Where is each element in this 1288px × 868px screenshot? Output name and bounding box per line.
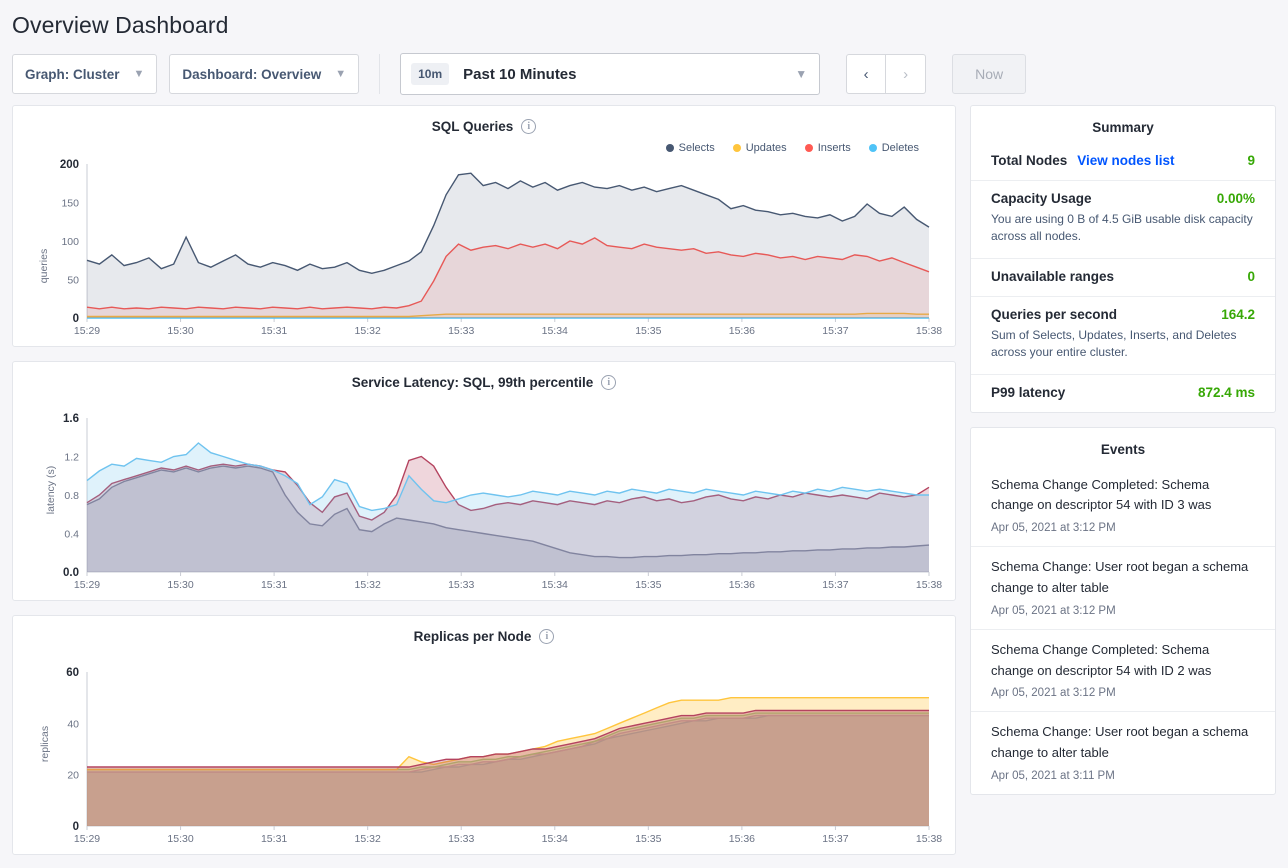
legend-swatch-icon (869, 144, 877, 152)
svg-text:0: 0 (72, 313, 79, 325)
summary-title: Summary (1092, 120, 1154, 135)
legend-item-inserts[interactable] (805, 142, 851, 154)
summary-description: You are using 0 B of 4.5 GiB usable disk capacity across all nodes. (991, 212, 1253, 244)
svg-text:15:34: 15:34 (541, 833, 568, 845)
replicas-per-node-plot[interactable] (21, 666, 951, 848)
legend-item-deletes[interactable] (869, 142, 919, 154)
legend-swatch-icon (733, 144, 741, 152)
svg-text:20: 20 (67, 769, 79, 782)
svg-text:15:37: 15:37 (822, 325, 849, 337)
svg-text:40: 40 (67, 718, 79, 731)
summary-description: Sum of Selects, Updates, Inserts, and Deletes across your entire cluster. (991, 327, 1237, 360)
svg-text:15:30: 15:30 (167, 833, 194, 845)
svg-text:15:31: 15:31 (260, 325, 288, 337)
sql-queries-plot-wrap (13, 154, 955, 346)
event-timestamp: Apr 05, 2021 at 3:12 PM (991, 687, 1116, 700)
svg-text:150: 150 (61, 197, 79, 210)
svg-text:15:32: 15:32 (354, 325, 381, 337)
summary-value: 0.00% (1216, 191, 1255, 206)
svg-text:15:38: 15:38 (915, 325, 943, 337)
svg-text:0.4: 0.4 (64, 528, 79, 541)
legend-label: Selects (678, 142, 715, 154)
event-text: Schema Change Completed: Schema change on descriptor 54 with ID 2 was (991, 641, 1212, 678)
svg-text:100: 100 (61, 236, 79, 248)
sql-queries-title-row (13, 106, 955, 134)
chevron-down-icon: ▼ (795, 67, 808, 81)
event-text: Schema Change: User root began a schema change to alter table (991, 559, 1249, 595)
toolbar (0, 39, 1288, 105)
svg-text:15:34: 15:34 (541, 579, 568, 591)
sql-queries-legend (13, 134, 955, 154)
svg-text:15:30: 15:30 (167, 579, 194, 591)
svg-text:0: 0 (72, 821, 79, 833)
svg-text:15:31: 15:31 (260, 579, 288, 591)
list-item[interactable] (971, 547, 1275, 630)
svg-text:15:37: 15:37 (822, 579, 849, 591)
svg-text:15:34: 15:34 (541, 325, 568, 337)
summary-card (970, 105, 1276, 413)
svg-text:0.8: 0.8 (64, 490, 79, 502)
svg-text:15:32: 15:32 (354, 833, 381, 845)
chevron-down-icon: ▼ (133, 68, 145, 80)
service-latency-ylabel: latency (s) (45, 465, 58, 515)
legend-label: Inserts (817, 142, 851, 154)
svg-text:50: 50 (67, 274, 79, 287)
legend-label: Updates (745, 142, 787, 154)
replicas-title-row (13, 616, 955, 644)
summary-row-unavailable-ranges (971, 259, 1275, 297)
event-text: Schema Change: User root began a schema change to alter table (991, 724, 1249, 761)
legend-item-selects[interactable] (666, 142, 715, 154)
svg-text:15:32: 15:32 (354, 579, 381, 591)
time-range-badge: 10m (411, 63, 449, 85)
dashboard-content (0, 105, 1288, 868)
service-latency-plot-wrap (13, 390, 955, 600)
svg-text:0.0: 0.0 (63, 567, 79, 579)
events-card (970, 427, 1276, 795)
svg-text:15:33: 15:33 (448, 579, 475, 591)
time-nav-group (846, 54, 926, 94)
list-item[interactable] (971, 465, 1275, 548)
svg-text:15:35: 15:35 (635, 833, 662, 845)
svg-text:1.6: 1.6 (63, 413, 79, 425)
summary-row-total-nodes (971, 143, 1275, 181)
now-button[interactable]: Now (952, 54, 1026, 94)
legend-label: Deletes (881, 142, 919, 154)
dashboard-overview-dropdown-label: Dashboard: Overview (182, 66, 322, 82)
svg-text:15:38: 15:38 (915, 579, 943, 591)
view-nodes-list-link[interactable]: View nodes list (1077, 153, 1175, 168)
replicas-ylabel: replicas (39, 725, 52, 763)
svg-text:200: 200 (59, 159, 79, 171)
summary-value: 0 (1247, 268, 1255, 284)
graph-cluster-dropdown-label: Graph: Cluster (25, 66, 120, 82)
summary-value: 872.4 ms (1197, 384, 1255, 400)
legend-swatch-icon (666, 144, 674, 152)
svg-text:15:37: 15:37 (822, 833, 849, 845)
info-icon[interactable]: i (521, 119, 536, 134)
summary-row-p99-latency (971, 375, 1275, 412)
time-range-label: Past 10 Minutes (463, 65, 577, 83)
sql-queries-ylabel: queries (38, 248, 51, 284)
list-item[interactable] (971, 712, 1275, 794)
service-latency-title: Service Latency: SQL, 99th percentile (351, 375, 594, 390)
legend-item-updates[interactable] (733, 142, 787, 154)
sql-queries-title: SQL Queries (431, 119, 514, 134)
dashboard-overview-dropdown[interactable] (169, 54, 359, 94)
svg-text:15:33: 15:33 (448, 833, 475, 845)
svg-text:15:29: 15:29 (73, 579, 101, 591)
summary-label: Queries per second (991, 306, 1118, 322)
event-text: Schema Change Completed: Schema change on descriptor 54 with ID 3 was (991, 476, 1212, 513)
summary-value: 164.2 (1221, 306, 1255, 322)
svg-text:15:36: 15:36 (728, 325, 756, 337)
sql-queries-plot[interactable] (21, 158, 951, 340)
service-latency-title-row (13, 362, 955, 390)
summary-row-queries-per-second (971, 297, 1275, 375)
sql-queries-card (12, 105, 956, 347)
summary-label: Unavailable ranges (991, 268, 1115, 284)
event-timestamp: Apr 05, 2021 at 3:11 PM (991, 769, 1115, 782)
event-timestamp: Apr 05, 2021 at 3:12 PM (991, 604, 1116, 617)
service-latency-card (12, 361, 956, 601)
summary-row-capacity-usage (971, 181, 1275, 259)
svg-text:1.2: 1.2 (64, 451, 79, 464)
toolbar-divider (379, 54, 380, 94)
time-prev-button[interactable]: ‹ (846, 54, 886, 94)
events-title: Events (1100, 441, 1146, 457)
page-title: Overview Dashboard (12, 12, 229, 38)
svg-text:15:29: 15:29 (73, 833, 101, 845)
replicas-per-node-title: Replicas per Node (413, 629, 532, 644)
svg-text:15:35: 15:35 (635, 579, 662, 591)
summary-label: Capacity Usage (991, 191, 1092, 206)
info-icon[interactable]: i (539, 629, 554, 644)
svg-text:15:31: 15:31 (260, 833, 288, 845)
svg-text:60: 60 (66, 667, 79, 679)
event-timestamp: Apr 05, 2021 at 3:12 PM (991, 522, 1116, 535)
service-latency-plot[interactable] (21, 412, 951, 594)
svg-text:15:33: 15:33 (448, 325, 475, 337)
svg-text:15:35: 15:35 (635, 325, 662, 337)
summary-value: 9 (1247, 153, 1255, 168)
time-range-picker[interactable] (400, 53, 820, 95)
info-icon[interactable]: i (601, 375, 616, 390)
svg-text:15:36: 15:36 (728, 579, 756, 591)
svg-text:15:38: 15:38 (915, 833, 943, 845)
time-next-button[interactable]: › (886, 54, 926, 94)
svg-text:15:29: 15:29 (73, 325, 101, 337)
legend-swatch-icon (805, 144, 813, 152)
list-item[interactable] (971, 630, 1275, 713)
charts-column (12, 105, 956, 868)
replicas-plot-wrap (13, 644, 955, 854)
summary-label: P99 latency (991, 384, 1066, 400)
chevron-down-icon: ▼ (335, 68, 347, 80)
svg-text:15:36: 15:36 (728, 833, 756, 845)
svg-text:15:30: 15:30 (167, 325, 194, 337)
graph-cluster-dropdown[interactable] (12, 54, 157, 94)
summary-label: Total Nodes (991, 153, 1068, 168)
sidebar-column (970, 105, 1276, 809)
replicas-per-node-card (12, 615, 956, 855)
